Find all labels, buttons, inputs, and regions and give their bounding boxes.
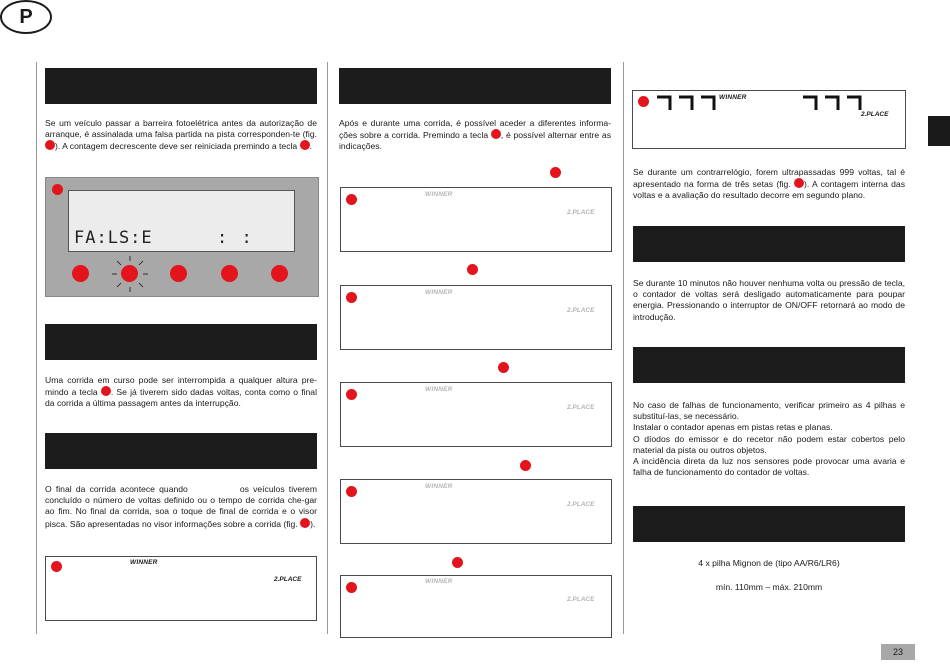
section-header-false-start [45,68,317,104]
section-tab-marker [928,116,950,146]
race-info-paragraph: Após e durante uma corrida, é possível aceder a diferentes informa-ções sobre a corrida. Premindo a tecla , é possível alternar entre as indicações. [339,118,611,152]
section-header-interrupt [45,324,317,360]
interrupt-paragraph: Uma corrida em curso pode ser interrompida a qualquer altura pre-mindo a tecla . Se já tiverem sido dadas voltas, conta como o final da corrida a última passagem antes da interrupção. [45,375,317,409]
figure-number-dot [346,292,357,303]
figure-ref-dot [300,518,310,528]
battery-spec: 4 x pilha Mignon de (tipo AA/R6/LR6) [698,558,840,568]
race-result-display-figure [45,556,317,621]
auto-off-paragraph: Se durante 10 minutos não houver nenhuma volta ou pressão de tecla, o contador de voltas será desligado automaticamente para poupar energia. Pressionando o interruptor de ON/OFF retornará ao modo de introdução. [633,278,905,322]
lcd-display [68,190,295,252]
column-rule-middle-left [327,62,328,634]
device-button-3 [170,265,187,282]
winner-label: WINNER [130,559,158,566]
info-display-3 [340,382,612,447]
figure-number-dot [638,96,649,107]
winner-label: WINNER [425,578,453,585]
figure-number-dot [52,184,63,195]
info-display-2 [340,285,612,350]
three-arrows-icon-left [655,94,719,112]
info-display-4 [340,479,612,544]
section-header-race-info [339,68,611,104]
second-place-label: 2.PLACE [861,111,889,118]
section-header-race-end [45,433,317,469]
winner-label: WINNER [425,289,453,296]
device-button-4 [221,265,238,282]
winner-label: WINNER [425,483,453,490]
lap-counter-device-figure [45,177,319,297]
second-place-label: 2.PLACE [567,307,595,314]
figure-number-dot [346,486,357,497]
column-rule-left [36,62,37,634]
winner-label: WINNER [425,191,453,198]
page-number: 23 [881,644,915,660]
section-header-troubleshooting [633,347,905,383]
info-display-1 [340,187,612,252]
figure-number-dot [346,194,357,205]
second-place-label: 2.PLACE [567,596,595,603]
three-arrows-icon-right [801,94,865,112]
step-indicator-dot-1 [550,167,561,178]
step-indicator-dot-2 [467,264,478,275]
arrows-display-figure [632,90,906,149]
device-button-5 [271,265,288,282]
figure-ref-dot [45,140,55,150]
blink-rays-icon [112,256,148,292]
winner-label: WINNER [425,386,453,393]
language-mark: P [0,0,52,34]
second-place-label: 2.PLACE [567,404,595,411]
race-end-paragraph: O final da corrida acontece quando os veículos tiverem concluído o número de voltas definido ou o tempo de corrida che-gar ao fim. No final da corrida, soa o toque de final de corrida e o visor pisca. São apresentadas no visor informações sobre a corrida (fig. ). [45,484,317,529]
key-ref-dot [101,386,111,396]
key-ref-dot [491,129,501,139]
key-ref-dot [300,140,310,150]
second-place-label: 2.PLACE [567,209,595,216]
device-button-1 [72,265,89,282]
step-indicator-dot-5 [452,557,463,568]
lcd-time-colons: : : [217,228,254,248]
second-place-label: 2.PLACE [274,576,302,583]
false-start-paragraph: Se um veículo passar a barreira fotoelétrica antes da autorização de arranque, é assinalada uma falsa partida na pista corresponden-te (fig. ). A contagem decrescente deve ser reiniciada premindo a tecla . [45,118,317,152]
section-header-auto-off [633,226,905,262]
figure-ref-dot [794,178,804,188]
column-rule-middle-right [623,62,624,634]
time-trial-paragraph: Se durante um contrarrelógio, forem ultrapassadas 999 voltas, tal é apresentado na forma de três setas (fig. ). A contagem interna das voltas e a avaliação do resultado decorre em segundo plano. [633,167,905,201]
figure-number-dot [346,389,357,400]
figure-number-dot [51,561,62,572]
info-display-5 [340,575,612,638]
second-place-label: 2.PLACE [567,501,595,508]
step-indicator-dot-4 [520,460,531,471]
section-header-technical-data [633,506,905,542]
winner-label: WINNER [719,94,747,101]
step-indicator-dot-3 [498,362,509,373]
troubleshooting-paragraph: No caso de falhas de funcionamento, verificar primeiro as 4 pilhas e substituí-las, se necessário. Instalar o contador apenas em pistas retas e planas. O díodos do emissor e do recetor não podem estar cobertos pelo material da pista ou outros objetos. A incidência direta da luz nos sensores pode provocar uma avaria e falha de funcionamento do contador de voltas. [633,400,905,478]
lcd-false-start-text: FA:LS:E [74,228,153,248]
figure-number-dot [346,582,357,593]
track-width-spec: mín. 110mm – máx. 210mm [715,582,823,592]
